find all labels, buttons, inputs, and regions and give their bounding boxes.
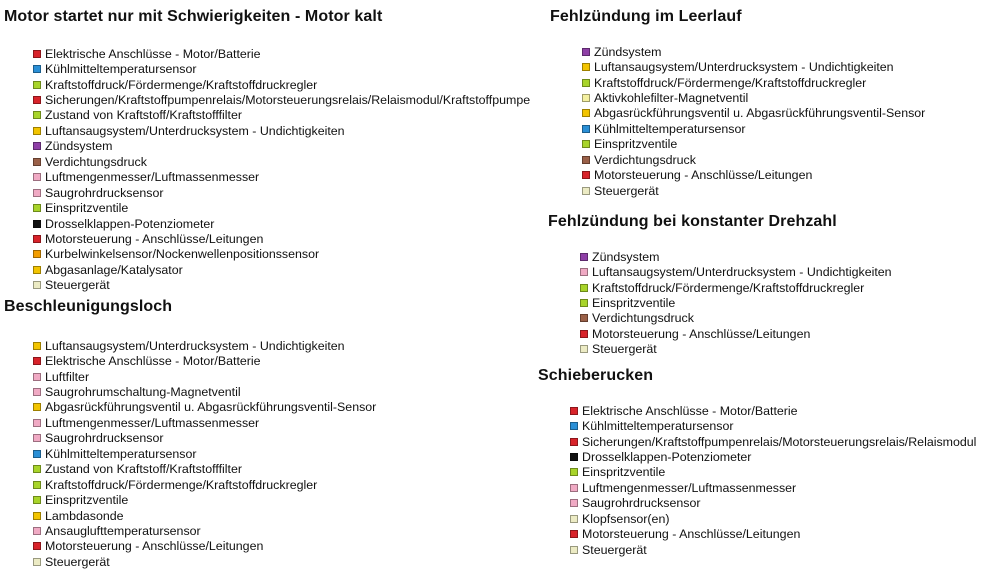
item-label: Steuergerät — [45, 554, 110, 569]
item-label: Elektrische Anschlüsse - Motor/Batterie — [45, 354, 261, 369]
section-title: Schieberucken — [538, 367, 654, 384]
color-swatch-icon — [33, 220, 41, 228]
item-label: Kühlmitteltemperatursensor — [45, 446, 197, 461]
list-item — [582, 168, 925, 183]
item-label: Lambdasonde — [45, 508, 124, 523]
list-item — [582, 44, 925, 59]
color-swatch-icon — [580, 314, 588, 322]
item-label: Motorsteuerung - Anschlüsse/Leitungen — [45, 231, 264, 246]
list-item — [33, 61, 530, 76]
color-swatch-icon — [582, 171, 590, 179]
color-swatch-icon — [582, 140, 590, 148]
list-item — [582, 152, 925, 167]
list-item — [33, 200, 530, 215]
item-label: Kraftstoffdruck/Fördermenge/Kraftstoffdruckregler — [45, 77, 318, 92]
item-label: Zustand von Kraftstoff/Kraftstofffilter — [45, 108, 242, 123]
color-swatch-icon — [33, 388, 41, 396]
item-label: Zustand von Kraftstoff/Kraftstofffilter — [45, 462, 242, 477]
item-label: Luftmengenmesser/Luftmassenmesser — [45, 415, 260, 430]
item-list — [580, 249, 892, 357]
color-swatch-icon — [33, 558, 41, 566]
section-fehlzuendung-konstant — [548, 213, 892, 357]
list-item — [582, 137, 925, 152]
item-label: Zündsystem — [592, 249, 660, 264]
item-label: Luftansaugsystem/Unterdrucksystem - Undichtigkeiten — [45, 123, 345, 138]
item-label: Sicherungen/Kraftstoffpumpenrelais/Motorsteuerungsrelais/Relaismodul/Kraftstoffpumpe — [45, 93, 531, 108]
list-item — [33, 123, 530, 138]
color-swatch-icon — [580, 253, 588, 261]
list-item — [33, 415, 376, 430]
item-label: Luftfilter — [45, 369, 90, 384]
list-item — [33, 539, 376, 554]
color-swatch-icon — [582, 187, 590, 195]
item-label: Luftansaugsystem/Unterdrucksystem - Undichtigkeiten — [594, 60, 894, 75]
list-item — [33, 278, 530, 293]
list-item — [33, 554, 376, 569]
color-swatch-icon — [33, 450, 41, 458]
item-label: Steuergerät — [45, 278, 110, 293]
color-swatch-icon — [582, 156, 590, 164]
list-item — [33, 216, 530, 231]
item-list — [570, 403, 976, 557]
item-label: Einspritzventile — [45, 201, 129, 216]
color-swatch-icon — [33, 50, 41, 58]
color-swatch-icon — [33, 496, 41, 504]
list-item — [582, 183, 925, 198]
color-swatch-icon — [570, 515, 578, 523]
list-item — [33, 108, 530, 123]
item-label: Saugrohrumschaltung-Magnetventil — [45, 385, 241, 400]
list-item — [33, 400, 376, 415]
item-list — [582, 44, 925, 198]
color-swatch-icon — [33, 403, 41, 411]
list-item — [33, 492, 376, 507]
color-swatch-icon — [33, 527, 41, 535]
item-label: Einspritzventile — [582, 465, 666, 480]
item-label: Luftansaugsystem/Unterdrucksystem - Undichtigkeiten — [592, 265, 892, 280]
list-item — [580, 311, 892, 326]
list-item — [33, 353, 376, 368]
color-swatch-icon — [582, 125, 590, 133]
color-swatch-icon — [580, 330, 588, 338]
item-label: Saugrohrdrucksensor — [582, 496, 701, 511]
list-item — [582, 90, 925, 105]
color-swatch-icon — [570, 453, 578, 461]
color-swatch-icon — [33, 342, 41, 350]
list-item — [580, 264, 892, 279]
list-item — [580, 342, 892, 357]
list-item — [33, 247, 530, 262]
item-label: Steuergerät — [594, 183, 659, 198]
item-label: Klopfsensor(en) — [582, 511, 670, 526]
color-swatch-icon — [580, 284, 588, 292]
color-swatch-icon — [33, 142, 41, 150]
list-item — [33, 185, 530, 200]
item-label: Einspritzventile — [45, 493, 129, 508]
list-item — [570, 496, 976, 511]
section-title: Fehlzündung im Leerlauf — [550, 8, 742, 25]
item-label: Verdichtungsdruck — [45, 154, 147, 169]
color-swatch-icon — [570, 484, 578, 492]
color-swatch-icon — [33, 173, 41, 181]
color-swatch-icon — [582, 79, 590, 87]
item-label: Kraftstoffdruck/Fördermenge/Kraftstoffdruckregler — [592, 280, 865, 295]
color-swatch-icon — [33, 281, 41, 289]
item-label: Ansauglufttemperatursensor — [45, 523, 201, 538]
item-label: Drosselklappen-Potenziometer — [45, 216, 215, 231]
item-label: Kühlmitteltemperatursensor — [594, 121, 746, 136]
list-item — [570, 465, 976, 480]
list-item — [33, 462, 376, 477]
list-item — [570, 418, 976, 433]
list-item — [570, 403, 976, 418]
color-swatch-icon — [33, 512, 41, 520]
color-swatch-icon — [33, 96, 41, 104]
item-label: Sicherungen/Kraftstoffpumpenrelais/Motorsteuerungsrelais/Relaismodul — [582, 434, 977, 449]
color-swatch-icon — [33, 65, 41, 73]
list-item — [33, 384, 376, 399]
item-label: Elektrische Anschlüsse - Motor/Batterie — [582, 403, 798, 418]
item-label: Zündsystem — [594, 44, 662, 59]
item-label: Kurbelwinkelsensor/Nockenwellenpositionssensor — [45, 247, 320, 262]
color-swatch-icon — [570, 438, 578, 446]
item-list — [33, 46, 530, 293]
section-beschleunigungsloch — [4, 298, 376, 570]
color-swatch-icon — [33, 373, 41, 381]
item-label: Motorsteuerung - Anschlüsse/Leitungen — [594, 168, 813, 183]
item-label: Abgasanlage/Katalysator — [45, 262, 183, 277]
section-motor-startet — [4, 8, 530, 293]
item-label: Verdichtungsdruck — [594, 152, 696, 167]
item-label: Einspritzventile — [594, 137, 678, 152]
color-swatch-icon — [33, 204, 41, 212]
item-label: Verdichtungsdruck — [592, 311, 694, 326]
color-swatch-icon — [33, 419, 41, 427]
color-swatch-icon — [33, 111, 41, 119]
color-swatch-icon — [570, 468, 578, 476]
item-label: Motorsteuerung - Anschlüsse/Leitungen — [592, 326, 811, 341]
item-label: Aktivkohlefilter-Magnetventil — [594, 91, 749, 106]
color-swatch-icon — [570, 407, 578, 415]
list-item — [33, 92, 530, 107]
section-fehlzuendung-leerlauf — [550, 8, 925, 198]
item-label: Abgasrückführungsventil u. Abgasrückführungsventil-Sensor — [594, 106, 926, 121]
color-swatch-icon — [582, 48, 590, 56]
section-title: Motor startet nur mit Schwierigkeiten - Motor kalt — [4, 8, 383, 25]
list-item — [570, 434, 976, 449]
list-item — [33, 77, 530, 92]
item-label: Saugrohrdrucksensor — [45, 185, 164, 200]
list-item — [570, 527, 976, 542]
item-label: Motorsteuerung - Anschlüsse/Leitungen — [582, 527, 801, 542]
color-swatch-icon — [570, 422, 578, 430]
list-item — [582, 121, 925, 136]
color-swatch-icon — [33, 542, 41, 550]
list-item — [582, 75, 925, 90]
section-title: Beschleunigungsloch — [4, 298, 173, 315]
item-label: Luftansaugsystem/Unterdrucksystem - Undichtigkeiten — [45, 338, 345, 353]
list-item — [582, 106, 925, 121]
item-label: Drosselklappen-Potenziometer — [582, 450, 752, 465]
item-list — [33, 338, 376, 570]
list-item — [33, 170, 530, 185]
color-swatch-icon — [582, 109, 590, 117]
item-label: Luftmengenmesser/Luftmassenmesser — [582, 480, 797, 495]
list-item — [33, 431, 376, 446]
color-swatch-icon — [33, 127, 41, 135]
item-label: Zündsystem — [45, 139, 113, 154]
color-swatch-icon — [33, 158, 41, 166]
item-label: Steuergerät — [582, 542, 647, 557]
list-item — [570, 511, 976, 526]
list-item — [33, 508, 376, 523]
list-item — [570, 542, 976, 557]
section-schieberucken — [538, 367, 976, 557]
list-item — [33, 477, 376, 492]
color-swatch-icon — [33, 266, 41, 274]
item-label: Kraftstoffdruck/Fördermenge/Kraftstoffdruckregler — [45, 477, 318, 492]
color-swatch-icon — [33, 481, 41, 489]
list-item — [33, 46, 530, 61]
list-item — [580, 280, 892, 295]
section-title: Fehlzündung bei konstanter Drehzahl — [548, 213, 837, 230]
color-swatch-icon — [33, 465, 41, 473]
color-swatch-icon — [33, 250, 41, 258]
item-label: Motorsteuerung - Anschlüsse/Leitungen — [45, 539, 264, 554]
color-swatch-icon — [33, 434, 41, 442]
color-swatch-icon — [570, 530, 578, 538]
item-label: Kühlmitteltemperatursensor — [582, 419, 734, 434]
list-item — [33, 338, 376, 353]
item-label: Kühlmitteltemperatursensor — [45, 62, 197, 77]
item-label: Saugrohrdrucksensor — [45, 431, 164, 446]
list-item — [580, 326, 892, 341]
list-item — [33, 231, 530, 246]
list-item — [33, 154, 530, 169]
item-label: Steuergerät — [592, 342, 657, 357]
item-label: Kraftstoffdruck/Fördermenge/Kraftstoffdruckregler — [594, 75, 867, 90]
color-swatch-icon — [580, 345, 588, 353]
list-item — [582, 59, 925, 74]
color-swatch-icon — [582, 94, 590, 102]
item-label: Abgasrückführungsventil u. Abgasrückführungsventil-Sensor — [45, 400, 377, 415]
color-swatch-icon — [580, 299, 588, 307]
color-swatch-icon — [582, 63, 590, 71]
list-item — [570, 449, 976, 464]
color-swatch-icon — [33, 235, 41, 243]
color-swatch-icon — [33, 189, 41, 197]
color-swatch-icon — [580, 268, 588, 276]
item-label: Luftmengenmesser/Luftmassenmesser — [45, 170, 260, 185]
item-label: Elektrische Anschlüsse - Motor/Batterie — [45, 46, 261, 61]
color-swatch-icon — [570, 546, 578, 554]
list-item — [570, 480, 976, 495]
color-swatch-icon — [33, 357, 41, 365]
list-item — [33, 262, 530, 277]
list-item — [33, 523, 376, 538]
item-label: Einspritzventile — [592, 296, 676, 311]
list-item — [33, 446, 376, 461]
color-swatch-icon — [570, 499, 578, 507]
list-item — [580, 295, 892, 310]
list-item — [33, 139, 530, 154]
list-item — [33, 369, 376, 384]
list-item — [580, 249, 892, 264]
color-swatch-icon — [33, 81, 41, 89]
